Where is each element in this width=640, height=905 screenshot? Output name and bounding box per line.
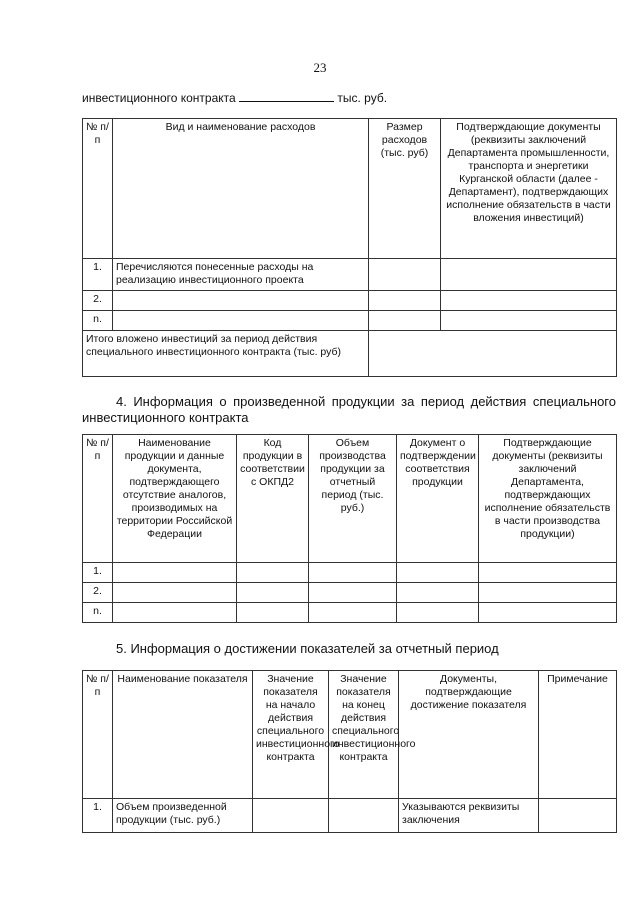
total-label: Итого вложено инвестиций за период действия специального инвестиционного контракта (тыс. руб) xyxy=(83,331,369,377)
row-size xyxy=(369,311,441,331)
header-expense-size: Размер расходов (тыс. руб) xyxy=(369,119,441,259)
row-num: 1. xyxy=(83,563,113,583)
blank-field xyxy=(239,90,334,102)
table-row xyxy=(83,563,617,583)
header-confirm-docs: Подтверждающие документы (реквизиты заключений Департамента промышленности, транспорта и энергетики Курганской области (далее - Департамент), подтверждающих исполнение обязательств в части вложения инвестиций) xyxy=(441,119,617,259)
header-conformity-doc: Документ о подтверждении соответствия продукции xyxy=(397,435,479,563)
row-size xyxy=(369,291,441,311)
header-confirm-docs: Документы, подтверждающие достижение показателя xyxy=(399,671,539,799)
row-name: Перечисляются понесенные расходы на реализацию инвестиционного проекта xyxy=(113,259,369,291)
row-docs xyxy=(441,311,617,331)
header-product-name: Наименование продукции и данные документа, подтверждающего отсутствие аналогов, производимых на территории Российской Федерации xyxy=(113,435,237,563)
table-row xyxy=(83,603,617,623)
page-number: 23 xyxy=(313,60,327,75)
header-end-value: Значение показателя на конец действия специального инвестиционного контракта xyxy=(329,671,399,799)
intro-before: инвестиционного контракта xyxy=(82,91,236,105)
row-num: n. xyxy=(83,603,113,623)
expenses-table xyxy=(82,118,617,377)
row-num: n. xyxy=(83,311,113,331)
table-row xyxy=(83,311,617,331)
row-name xyxy=(113,291,369,311)
header-num: № п/п xyxy=(83,119,113,259)
indicators-table xyxy=(82,670,617,833)
row-num: 1. xyxy=(83,259,113,291)
header-okpd-code: Код продукции в соответствии с ОКПД2 xyxy=(237,435,309,563)
table-row xyxy=(83,259,617,291)
production-table xyxy=(82,434,617,623)
header-expense-name: Вид и наименование расходов xyxy=(113,119,369,259)
row-name: Объем произведенной продукции (тыс. руб.) xyxy=(113,799,253,833)
header-num: № п/п xyxy=(83,435,113,563)
row-name xyxy=(113,311,369,331)
row-size xyxy=(369,259,441,291)
row-docs: Указываются реквизиты заключения xyxy=(399,799,539,833)
table-row xyxy=(83,583,617,603)
section5-title: 5. Информация о достижении показателей за отчетный период xyxy=(116,641,499,656)
header-start-value: Значение показателя на начало действия специального инвестиционного контракта xyxy=(253,671,329,799)
header-confirm-docs: Подтверждающие документы (реквизиты заключений Департамента, подтверждающих исполнение обязательств в части производства продукции) xyxy=(479,435,617,563)
section4-title: 4. Информация о произведенной продукции за период действия специального инвестиционного контракта xyxy=(82,394,616,425)
row-num: 2. xyxy=(83,291,113,311)
header-num: № п/п xyxy=(83,671,113,799)
row-docs xyxy=(441,291,617,311)
header-volume: Объем производства продукции за отчетный период (тыс. руб.) xyxy=(309,435,397,563)
header-note: Примечание xyxy=(539,671,617,799)
table-row xyxy=(83,291,617,311)
row-docs xyxy=(441,259,617,291)
table-row xyxy=(83,799,617,833)
row-num: 2. xyxy=(83,583,113,603)
header-indicator-name: Наименование показателя xyxy=(113,671,253,799)
total-row xyxy=(83,331,617,377)
intro-after: тыс. руб. xyxy=(337,91,388,105)
intro-line xyxy=(82,90,387,105)
total-value xyxy=(369,331,617,377)
row-num: 1. xyxy=(83,799,113,833)
